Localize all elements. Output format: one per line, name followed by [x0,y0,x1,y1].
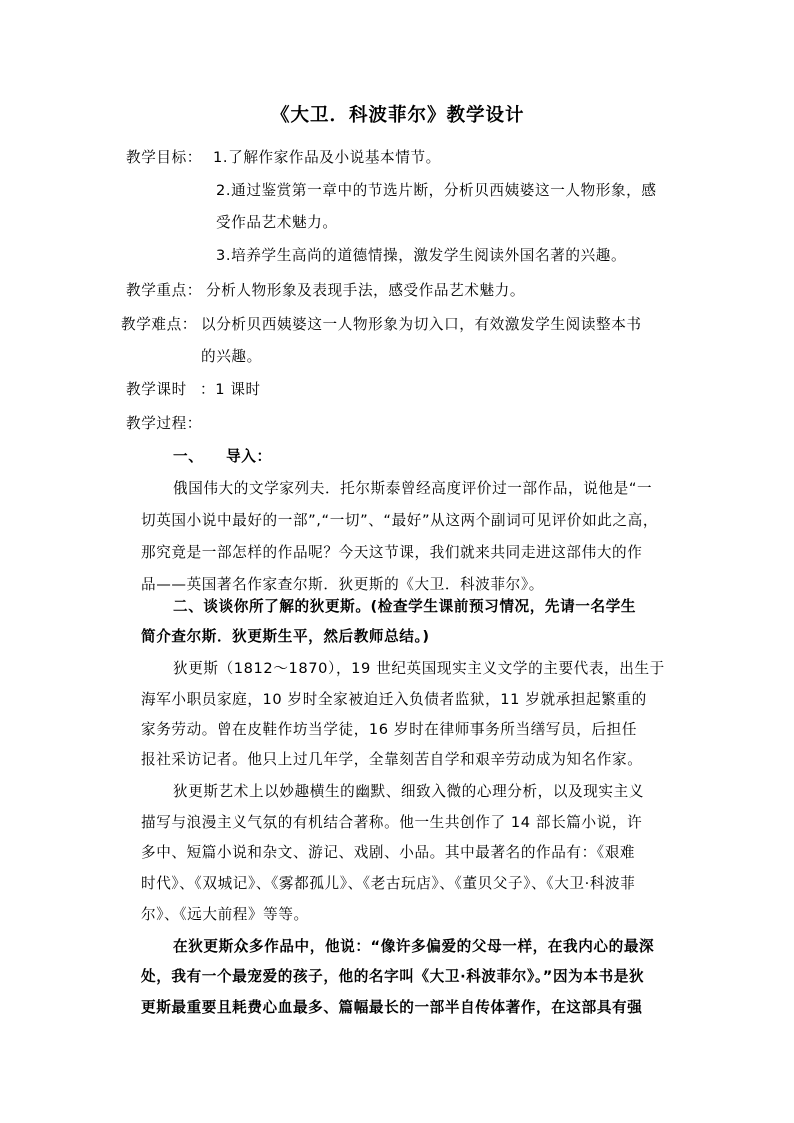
key-point-text: 分析人物形象及表现手法，感受作品艺术魅力。 [206,282,526,299]
objective-item-3: 3.培养学生高尚的道德情操，激发学生阅读外国名著的兴趣。 [216,247,627,264]
objective-item-2-line-1: 2.通过鉴赏第一章中的节选片断，分析贝西姨婆这一人物形象，感 [216,182,657,199]
section-1-paragraph-line: 俄国伟大的文学家列夫．托尔斯泰曾经高度评价过一部作品，说他是“一 [173,480,653,497]
section-2-paragraph-2-line: 时代》、《双城记》、《雾都孤儿》、《老古玩店》、《董贝父子》、《大卫·科波菲 [141,875,636,892]
difficulty-label: 教学难点： [121,316,197,333]
hours-text: ：1 课时 [200,381,261,398]
section-2-paragraph-2-line: 狄更斯艺术上以妙趣横生的幽默、细致入微的心理分析，以及现实主义 [173,783,645,800]
objectives-label: 教学目标： [126,149,202,166]
section-1-paragraph-line: 切英国小说中最好的一部”,“一切”、“最好”从这两个副词可见评价如此之高， [141,512,659,529]
section-2-paragraph-3-line: 在狄更斯众多作品中，他说：“像许多偏爱的父母一样，在我内心的最深 [173,938,655,955]
difficulty-line-2: 的兴趣。 [201,348,262,365]
hours-label: 教学课时 [126,381,187,398]
objective-item-2-line-2: 受作品艺术魅力。 [216,214,338,231]
section-2-paragraph-1-line: 海军小职员家庭，10 岁时全家被迫迁入负债者监狱，11 岁就承担起繁重的 [141,691,647,708]
section-2-heading-line-2: 简介查尔斯．狄更斯生平，然后教师总结。) [141,628,430,645]
difficulty-line-1: 以分析贝西姨婆这一人物形象为切入口，有效激发学生阅读整本书 [201,316,642,333]
process-label: 教学过程： [126,415,202,432]
document-title: 《大卫．科波菲尔》教学设计 [271,105,525,126]
section-2-paragraph-1-line: 报社采访记者。他只上过几年学，全靠刻苦自学和艰辛劳动成为知名作家。 [141,751,643,768]
section-1-paragraph-line: 那究竟是一部怎样的作品呢？今天这节课，我们就来共同走进这部伟大的作 [141,544,643,561]
section-1-paragraph-line: 品——英国著名作家查尔斯．狄更斯的《大卫．科波菲尔》。 [141,576,544,593]
key-point-label: 教学重点： [126,282,202,299]
section-2-paragraph-3-line: 更斯最重要且耗费心血最多、篇幅最长的一部半自传体著作，在这部具有强 [141,999,643,1016]
section-2-paragraph-2-line: 多中、短篇小说和杂文、游记、戏剧、小品。其中最著名的作品有：《艰难 [141,844,636,861]
section-2-paragraph-2-line: 尔》、《远大前程》等等。 [141,906,309,923]
objective-item-1: 1.了解作家作品及小说基本情节。 [213,149,441,166]
section-2-paragraph-3-line: 处，我有一个最宠爱的孩子，他的名字叫《大卫·科波菲尔》。”因为本书是狄 [141,968,645,985]
section-2-heading-line-1: 二、谈谈你所了解的狄更斯。(检查学生课前预习情况，先请一名学生 [173,598,637,615]
section-2-paragraph-2-line: 描写与浪漫主义气氛的有机结合著称。他一生共创作了 14 部长篇小说，许 [141,814,643,831]
section-2-paragraph-1-line: 家务劳动。曾在皮鞋作坊当学徒，16 岁时在律师事务所当缮写员，后担任 [141,721,638,738]
section-2-paragraph-1-line: 狄更斯（1812～1870），19 世纪英国现实主义文学的主要代表，出生于 [173,660,665,677]
section-1-heading: 一、 导入： [173,448,272,465]
